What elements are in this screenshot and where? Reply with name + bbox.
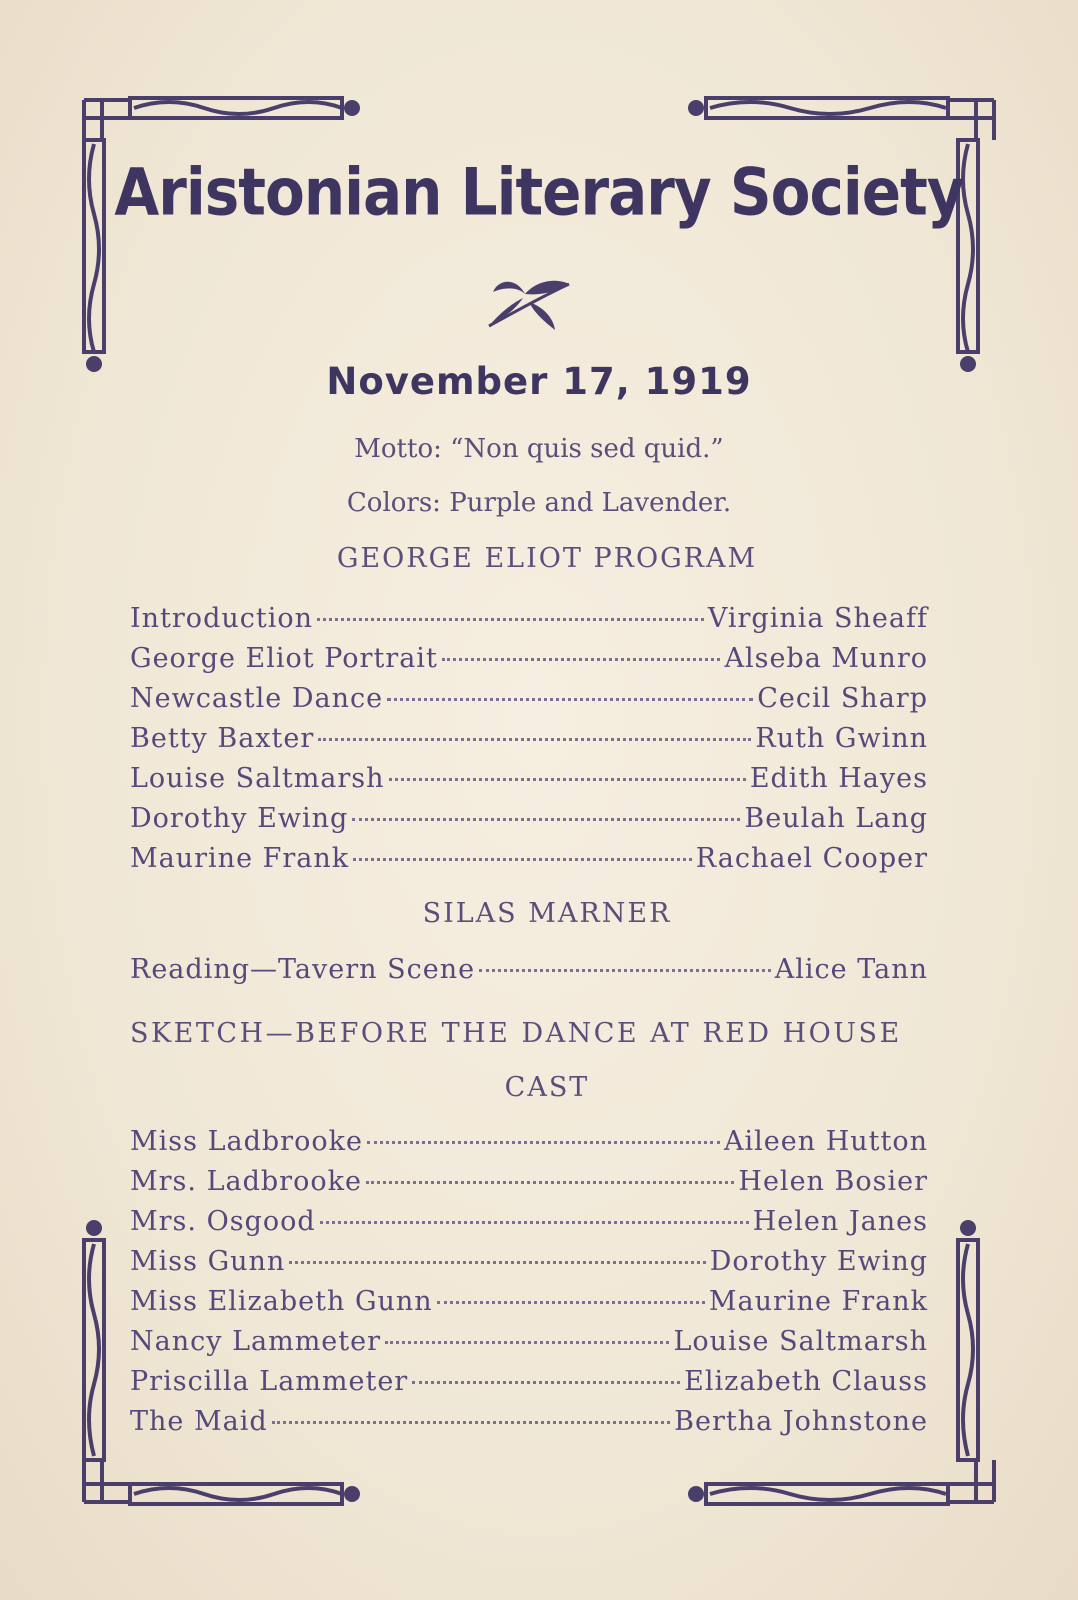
- part-label: Newcastle Dance: [130, 683, 384, 714]
- performer-name: Elizabeth Clauss: [684, 1366, 928, 1397]
- program-row: [130, 954, 928, 994]
- program-row: [130, 1286, 928, 1326]
- motto-line: Motto: “Non quis sed quid.”: [354, 434, 724, 464]
- part-label: Miss Gunn: [130, 1246, 286, 1277]
- dot-leader: [317, 618, 704, 621]
- performer-name: Bertha Johnstone: [674, 1406, 928, 1437]
- dot-leader: [318, 738, 751, 741]
- dot-leader: [385, 1341, 669, 1344]
- performer-name: Virginia Sheaff: [707, 603, 928, 634]
- part-label: Dorothy Ewing: [130, 803, 349, 834]
- dot-leader: [367, 1141, 720, 1144]
- program-row: [130, 603, 928, 643]
- part-label: Mrs. Ladbrooke: [130, 1166, 362, 1197]
- part-label: Priscilla Lammeter: [130, 1366, 409, 1397]
- dot-leader: [272, 1421, 671, 1424]
- cast-heading: CAST: [504, 1072, 590, 1103]
- dot-leader: [437, 1301, 705, 1304]
- performer-name: Dorothy Ewing: [709, 1246, 928, 1277]
- dot-leader: [352, 818, 740, 821]
- colors-line: Colors: Purple and Lavender.: [346, 488, 732, 518]
- program-row: [130, 1126, 928, 1166]
- program-date: November 17, 1919: [326, 360, 752, 403]
- program-row: [130, 763, 928, 803]
- program-row: [130, 683, 928, 723]
- performer-name: Edith Hayes: [749, 763, 928, 794]
- dot-leader: [353, 858, 692, 861]
- part-label: The Maid: [130, 1406, 268, 1437]
- performer-name: Aileen Hutton: [724, 1126, 928, 1157]
- dot-leader: [479, 969, 771, 972]
- program-row: [130, 1366, 928, 1406]
- program-list: [130, 603, 928, 883]
- program-row: [130, 1406, 928, 1446]
- performer-name: Helen Janes: [752, 1206, 928, 1237]
- program-row: [130, 843, 928, 883]
- leaf-ornament-icon: [485, 272, 575, 334]
- dot-leader: [366, 1181, 734, 1184]
- performer-name: Alice Tann: [774, 954, 928, 985]
- program-row: [130, 1166, 928, 1206]
- program-row: [130, 1246, 928, 1286]
- section-heading-silas-marner: SILAS MARNER: [422, 898, 672, 929]
- program-row: [130, 1206, 928, 1246]
- program-row: [130, 643, 928, 683]
- dot-leader: [389, 778, 746, 781]
- part-label: Introduction: [130, 603, 313, 634]
- part-label: Mrs. Osgood: [130, 1206, 316, 1237]
- performer-name: Beulah Lang: [744, 803, 928, 834]
- performer-name: Louise Saltmarsh: [673, 1326, 928, 1357]
- program-row: [130, 1326, 928, 1366]
- part-label: Maurine Frank: [130, 843, 350, 874]
- part-label: Miss Elizabeth Gunn: [130, 1286, 433, 1317]
- part-label: Reading—Tavern Scene: [130, 954, 476, 985]
- dot-leader: [289, 1261, 705, 1264]
- part-label: Louise Saltmarsh: [130, 763, 385, 794]
- cast-list: [130, 1126, 928, 1446]
- part-label: Miss Ladbrooke: [130, 1126, 363, 1157]
- silas-list: [130, 954, 928, 994]
- dot-leader: [320, 1221, 749, 1224]
- section-heading-george-eliot: GEORGE ELIOT PROGRAM: [336, 543, 758, 574]
- dot-leader: [412, 1381, 680, 1384]
- performer-name: Maurine Frank: [708, 1286, 928, 1317]
- part-label: Nancy Lammeter: [130, 1326, 382, 1357]
- dot-leader: [442, 658, 721, 661]
- program-row: [130, 803, 928, 843]
- part-label: George Eliot Portrait: [130, 643, 438, 674]
- performer-name: Alseba Munro: [724, 643, 928, 674]
- program-row: [130, 723, 928, 763]
- performer-name: Rachael Cooper: [695, 843, 928, 874]
- performer-name: Cecil Sharp: [757, 683, 928, 714]
- performer-name: Helen Bosier: [738, 1166, 928, 1197]
- part-label: Betty Baxter: [130, 723, 315, 754]
- performer-name: Ruth Gwinn: [755, 723, 928, 754]
- dot-leader: [387, 698, 753, 701]
- society-title: Aristonian Literary Society: [114, 153, 964, 231]
- section-heading-sketch: SKETCH—BEFORE THE DANCE AT RED HOUSE: [130, 1018, 902, 1049]
